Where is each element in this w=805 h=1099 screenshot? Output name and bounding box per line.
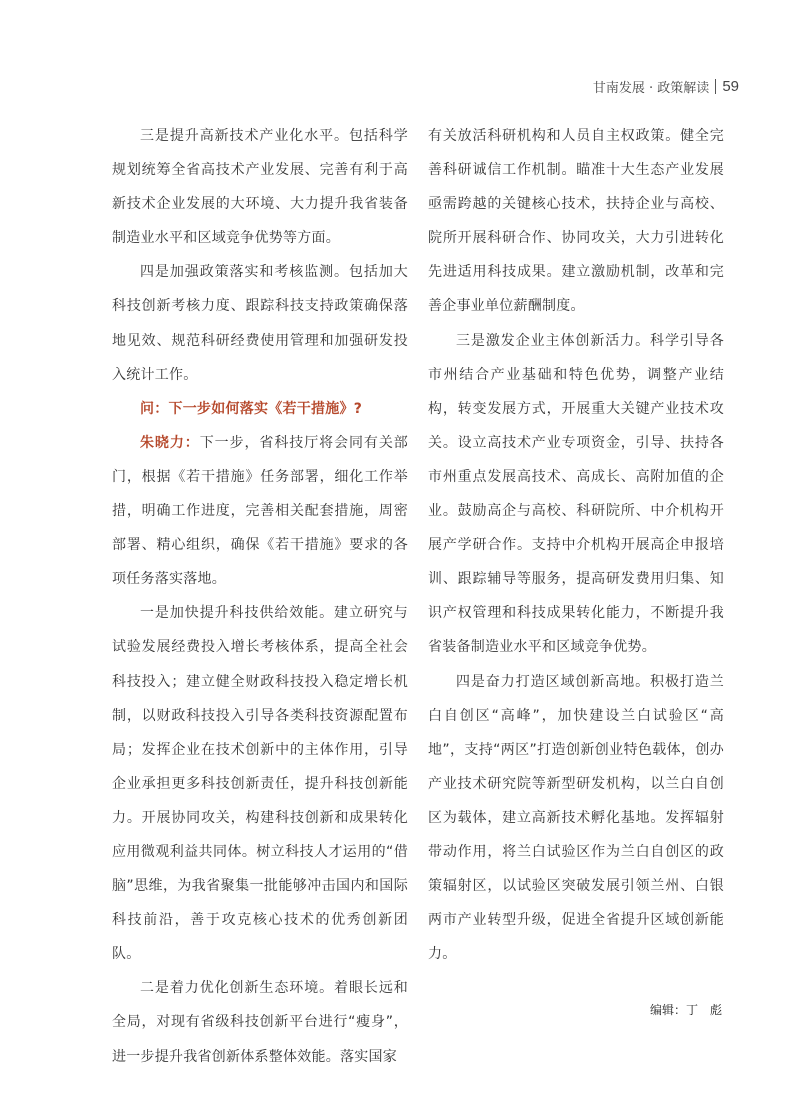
paragraph-tech-industrialization: 三是提升高新技术产业化水平。包括科学规划统筹全省高技术产业发展、完善有利于高新技术企业发展的大环境、大力提升我省装备制造业水平和区域竞争优势等方面。 xyxy=(112,128,408,247)
paragraph-policy-assessment: 四是加强政策落实和考核监测。包括加大科技创新考核力度、跟踪科技支持政策确保落地见效、规范科研经费使用管理和加强研发投入统计工作。 xyxy=(112,264,408,383)
editor-credit: 编辑：丁 彪 xyxy=(650,1003,723,1017)
question-heading: 问：下一步如何落实《若干措施》? xyxy=(140,400,363,417)
header-divider xyxy=(715,79,716,94)
answer-text: 下一步，省科技厅将会同有关部门，根据《若干措施》任务部署，细化工作举措，明确工作进度，完善相关配套措施，周密部署、精心组织，确保《若干措施》要求的各项任务落实落地。 xyxy=(112,434,409,588)
right-column xyxy=(428,119,724,971)
header-section-title: 甘南发展 · 政策解读 xyxy=(592,81,710,96)
page-number: 59 xyxy=(722,78,739,95)
paragraph-regional-innovation: 四是奋力打造区域创新高地。积极打造兰白自创区“高峰”，加快建设兰白试验区“高地”，支持“两区”打造创新创业特色载体，创办产业技术研究院等新型研发机构，以兰白自创区为载体，建立高新技术孵化基地。发挥辐射带动作用，将兰白试验区作为兰白自创区的政策辐射区，以试验区突破发展引领兰州、白银两市产业转型升级，促进全省提升区域创新能力。 xyxy=(428,673,724,963)
paragraph-enterprise-vitality: 三是激发企业主体创新活力。科学引导各市州结合产业基础和特色优势，调整产业结构，转变发展方式，开展重大关键产业技术攻关。设立高技术产业专项资金，引导、扶持各市州重点发展高技术、高成长、高附加值的企业。鼓励高企与高校、科研院所、中介机构开展产学研合作。支持中介机构开展高企申报培训、跟踪辅导等服务，提高研发费用归集、知识产权管理和科技成果转化能力，不断提升我省装备制造业水平和区域竞争优势。 xyxy=(428,332,724,656)
paragraph-tech-supply: 一是加快提升科技供给效能。建立研究与试验发展经费投入增长考核体系，提高全社会科技投入；建立健全财政科技投入稳定增长机制，以财政科技投入引导各类科技资源配置布局；发挥企业在技术创新中的主体作用，引导企业承担更多科技创新责任，提升科技创新能力。开展协同攻关，构建科技创新和成果转化应用微观利益共同体。树立科技人才运用的“借脑”思维，为我省聚集一批能够冲击国内和国际科技前沿，善于攻克核心技术的优秀创新团队。 xyxy=(112,605,408,963)
running-header xyxy=(593,77,739,96)
paragraph-continued: 有关放活科研机构和人员自主权政策。健全完善科研诚信工作机制。瞄准十大生态产业发展亟需跨越的关键核心技术，扶持企业与高校、院所开展科研合作、协同攻关，大力引进转化先进适用科技成果。建立激励机制，改革和完善企事业单位薪酬制度。 xyxy=(428,128,724,315)
answer-paragraph xyxy=(112,426,408,596)
left-column xyxy=(112,119,408,1074)
paragraph-innovation-environment: 二是着力优化创新生态环境。着眼长远和全局，对现有省级科技创新平台进行“瘦身”，进一步提升我省创新体系整体效能。落实国家 xyxy=(112,980,408,1065)
answer-speaker: 朱晓力： xyxy=(140,434,200,451)
